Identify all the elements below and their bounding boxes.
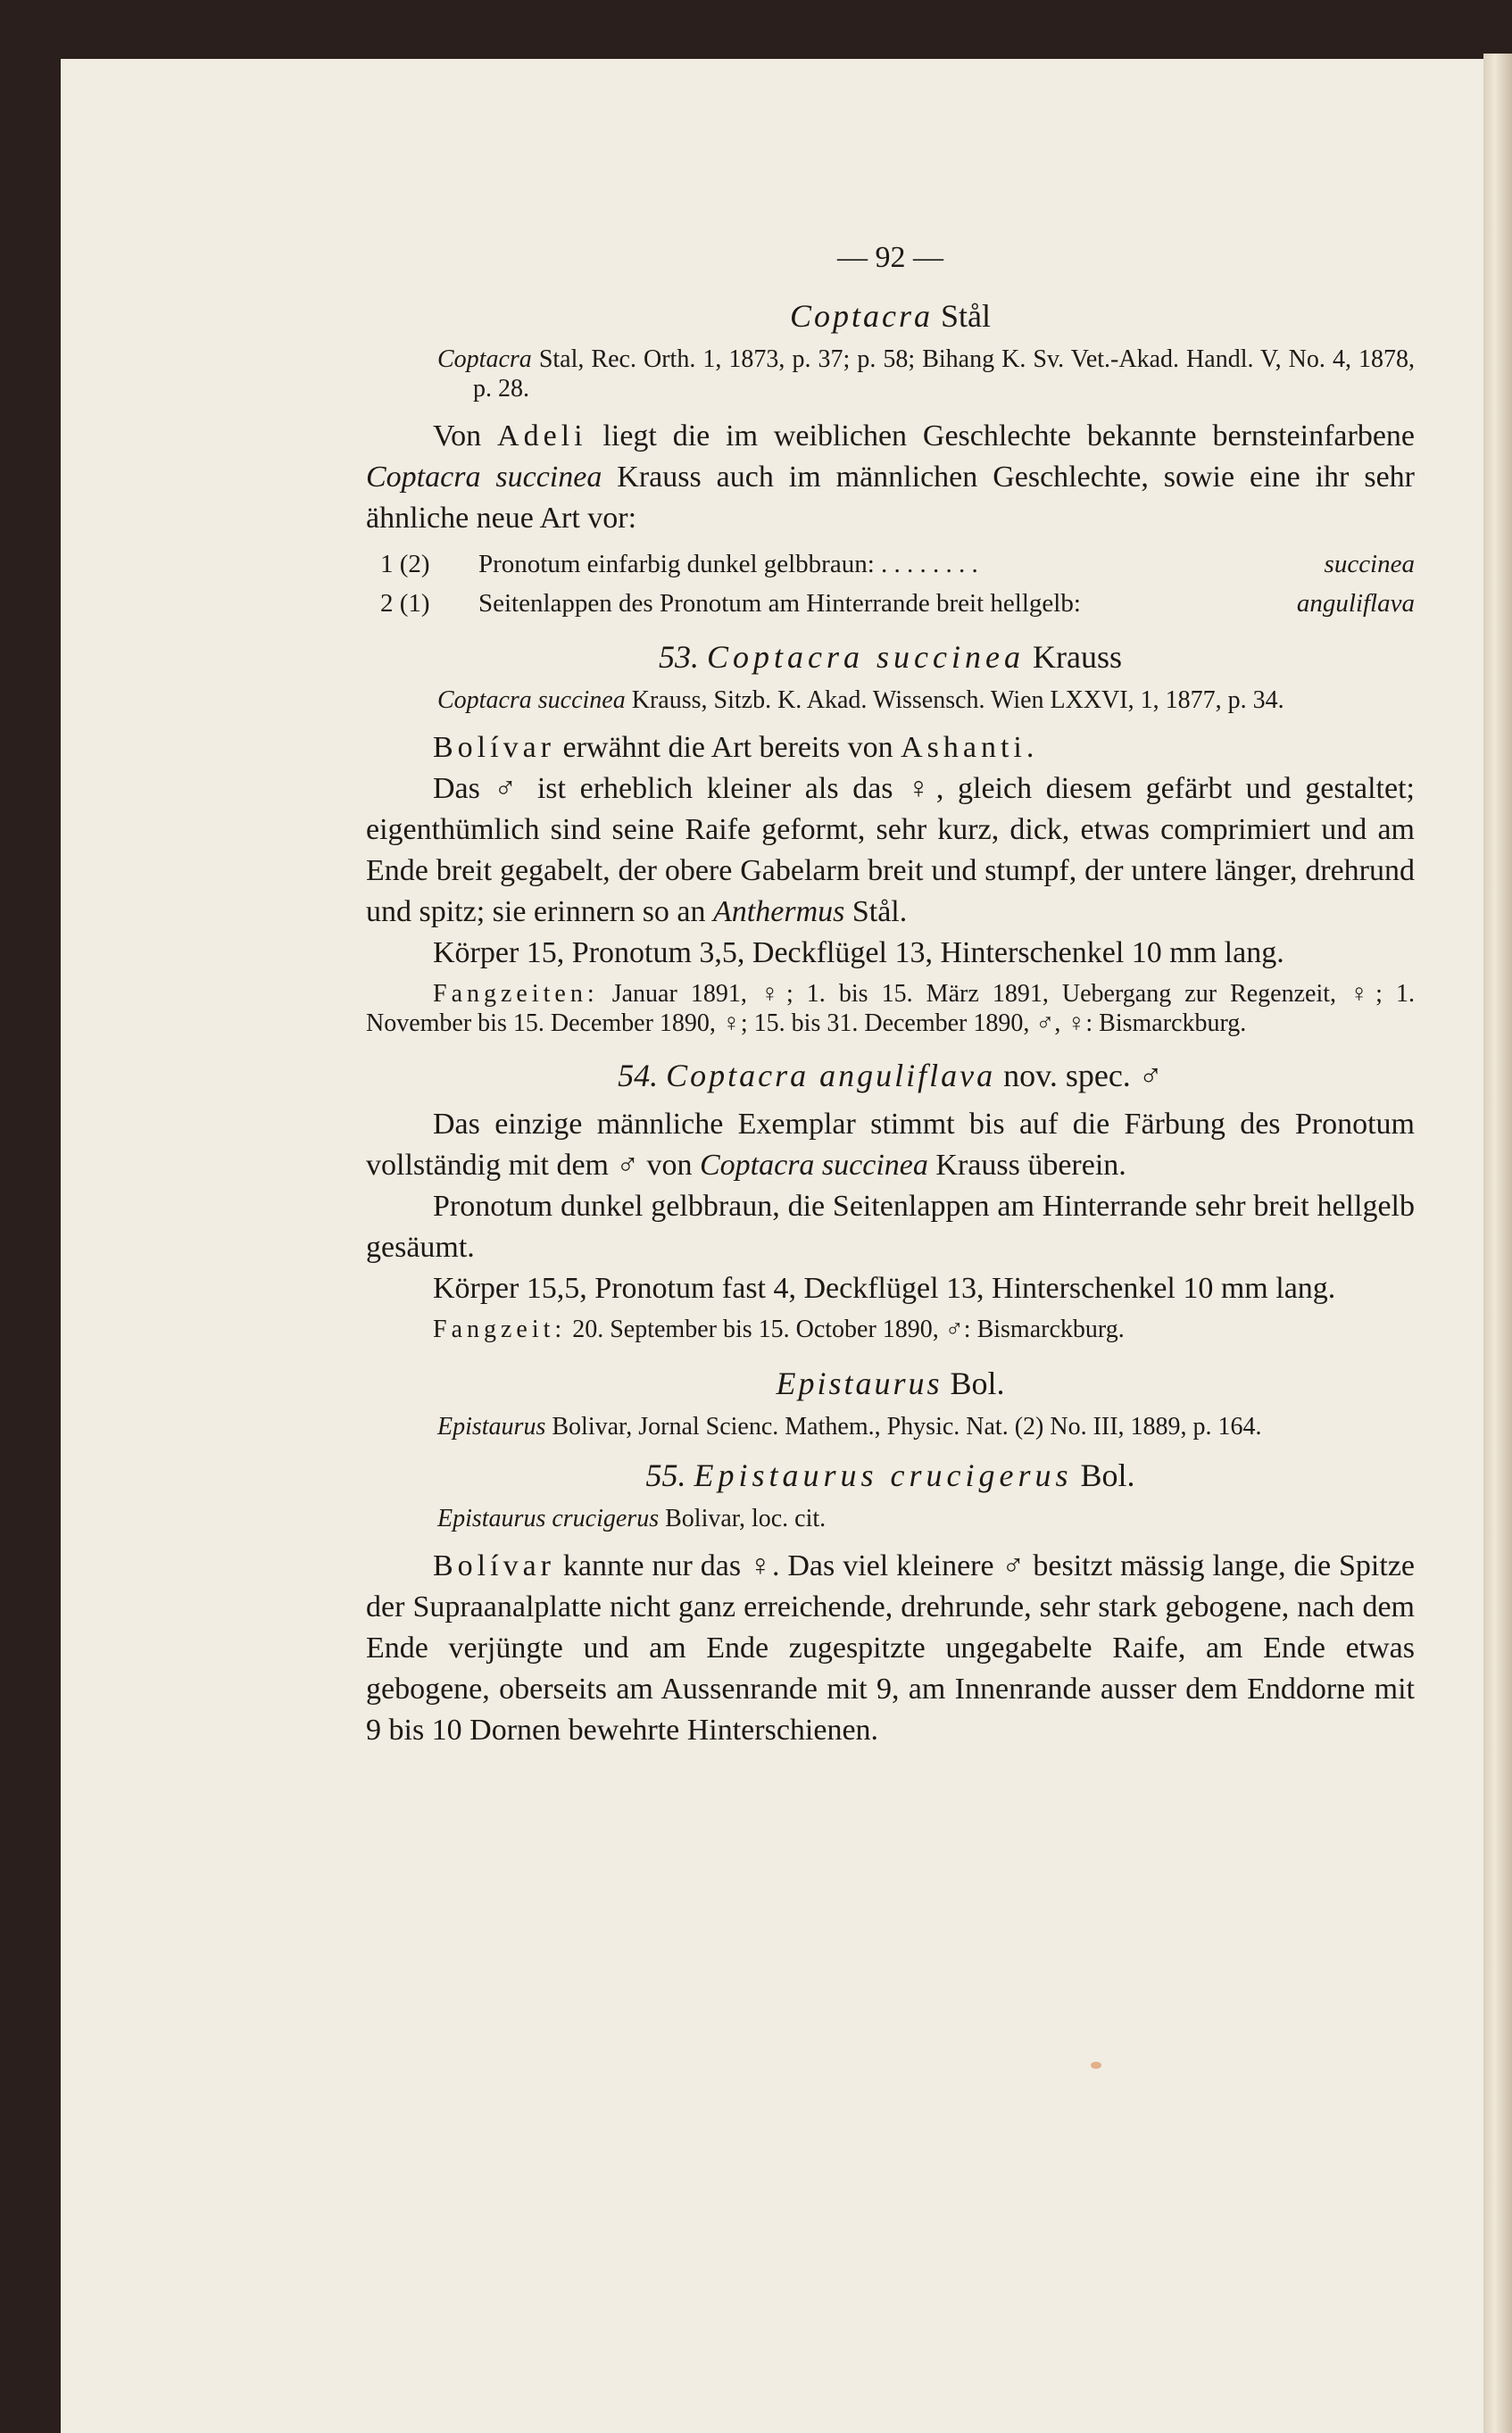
species-title: Coptacra anguliflava xyxy=(666,1058,996,1093)
paragraph xyxy=(366,1104,1415,1186)
species-name: Coptacra succinea xyxy=(699,1149,928,1182)
genus-name: Coptacra xyxy=(789,298,933,334)
text: erwähnt die Art bereits von xyxy=(554,731,901,764)
paragraph xyxy=(366,1546,1415,1751)
label: Fangzeiten: xyxy=(433,980,599,1008)
ref-species: Epistaurus crucigerus xyxy=(437,1505,660,1532)
capture-dates xyxy=(366,979,1415,1038)
species-heading-55 xyxy=(366,1454,1415,1497)
text: Stål. xyxy=(844,895,908,928)
key-value: succinea xyxy=(1324,550,1415,578)
paragraph xyxy=(366,727,1415,768)
species-number: 55. xyxy=(645,1457,686,1493)
author-name: Bolívar xyxy=(433,1549,555,1582)
ref-genus: Coptacra xyxy=(437,345,532,373)
key-row xyxy=(366,544,1415,584)
page-number: — 92 — xyxy=(837,241,943,274)
measurements: Körper 15,5, Pronotum fast 4, Deckflügel 13, Hinterschenkel 10 mm lang. xyxy=(433,1272,1336,1305)
label: Fangzeit: xyxy=(433,1316,567,1343)
measurements: Körper 15, Pronotum 3,5, Deckflügel 13, Hinterschenkel 10 mm lang. xyxy=(433,936,1284,969)
genus-name: Epistaurus xyxy=(776,1366,943,1401)
key-row xyxy=(366,584,1415,623)
species-author: nov. spec. ♂ xyxy=(1003,1058,1163,1093)
intro-paragraph xyxy=(366,416,1415,539)
page-edge xyxy=(1483,54,1512,2433)
ref-genus: Epistaurus xyxy=(437,1413,546,1441)
paragraph xyxy=(366,768,1415,933)
text: 20. September bis 15. October 1890, ♂: Bismarckburg. xyxy=(566,1316,1125,1343)
key-text: Pronotum einfarbig dunkel gelbbraun: . . . . . . . . xyxy=(478,550,978,578)
species-heading-54 xyxy=(366,1054,1415,1097)
genus-author: Bol. xyxy=(950,1366,1005,1401)
key-number: 1 (2) xyxy=(380,550,430,578)
text: Das einzige männliche Exemplar stimmt bis auf die Färbung des Pronotum vollständig mit dem ♂ von xyxy=(366,1108,1415,1182)
species-reference xyxy=(366,685,1415,715)
paragraph: Pronotum dunkel gelbbraun, die Seitenlappen am Hinterrande sehr breit hellgelb gesäumt. xyxy=(366,1190,1415,1264)
text: Krauss überein. xyxy=(927,1149,1126,1182)
text: Das ♂ ist erheblich kleiner als das ♀, gleich diesem gefärbt und gestaltet; eigenthümlich sind seine Raife geformt, sehr kurz, dick, etwas comprimiert und am Ende breit gegabelt, der obere Gabelarm breit und stumpf, der untere länger, drehrund und spitz; sie erinnern so an xyxy=(366,772,1415,928)
species-title: Epistaurus crucigerus xyxy=(694,1457,1073,1493)
text: kannte nur das ♀. Das viel kleinere ♂ besitzt mässig lange, die Spitze der Supraanalplatte nicht ganz erreichende, drehrunde, sehr stark gebogene, nach dem Ende verjüngte und am Ende zugespitzte ungegabelte Raife, am Ende etwas gebogene, oberseits am Aussenrande mit 9, am Innenrande ausser dem Enddorne mit 9 bis 10 Dornen bewehrte Hinterschienen. xyxy=(366,1549,1415,1747)
key-number: 2 (1) xyxy=(380,589,430,618)
ref-text: Bolivar, loc. cit. xyxy=(665,1505,827,1532)
ref-text: Stal, Rec. Orth. 1, 1873, p. 37; p. 58; Bihang K. Sv. Vet.-Akad. Handl. V, No. 4, 1878, p. 28. xyxy=(473,345,1415,403)
capture-dates xyxy=(366,1315,1415,1344)
key-text: Seitenlappen des Pronotum am Hinterrande breit hellgelb: xyxy=(478,589,1081,618)
genus-heading-coptacra xyxy=(366,295,1415,337)
intro-text-c: Krauss auch im männlichen Geschlechte, sowie eine ihr sehr ähnliche neue Art vor: xyxy=(366,461,1415,535)
intro-text-b: liegt die im weiblichen Geschlechte bekannte bernsteinfarbene xyxy=(586,419,1415,453)
paper-stain xyxy=(1091,2062,1101,2069)
genus-heading-epistaurus xyxy=(366,1362,1415,1405)
species-author: Krauss xyxy=(1032,639,1122,675)
ref-species: Coptacra succinea xyxy=(437,686,626,714)
locality-name: Ashanti. xyxy=(901,731,1039,764)
species-reference xyxy=(366,1504,1415,1533)
genus-reference xyxy=(366,345,1415,403)
species-title: Coptacra succinea xyxy=(707,639,1025,675)
genus-reference xyxy=(366,1412,1415,1441)
ref-text: Krauss, Sitzb. K. Akad. Wissensch. Wien LXXVI, 1, 1877, p. 34. xyxy=(631,686,1284,714)
species-number: 54. xyxy=(618,1058,659,1093)
species-name: Coptacra succinea xyxy=(366,461,602,494)
key-value: anguliflava xyxy=(1296,589,1415,618)
text-column xyxy=(366,241,1415,1751)
author-name: Bolívar xyxy=(433,731,555,764)
determination-key xyxy=(366,544,1415,623)
text: Januar 1891, ♀; 1. bis 15. März 1891, Uebergang zur Regenzeit, ♀; 1. November bis 15. December 1890, ♀; 15. bis 31. December 1890, ♂, ♀: Bismarckburg. xyxy=(366,980,1415,1037)
species-number: 53. xyxy=(659,639,700,675)
genus-author: Stål xyxy=(941,298,992,334)
genus-name: Anthermus xyxy=(713,895,845,928)
species-author: Bol. xyxy=(1080,1457,1135,1493)
collector-name: Adeli xyxy=(497,419,587,453)
species-heading-53 xyxy=(366,635,1415,678)
intro-text-a: Von xyxy=(433,419,498,453)
ref-text: Bolivar, Jornal Scienc. Mathem., Physic. Nat. (2) No. III, 1889, p. 164. xyxy=(552,1413,1262,1441)
